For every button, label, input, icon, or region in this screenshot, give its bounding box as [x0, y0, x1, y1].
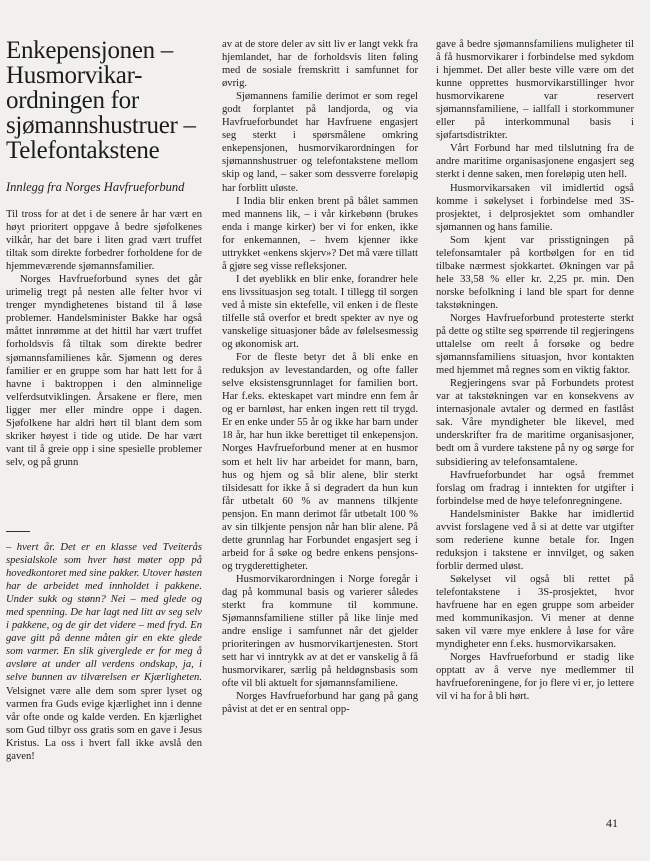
paragraph: av at de store deler av sitt liv er langt vekk fra hjemlandet, har de forholdsvis liten føling med de sosiale fremskritt i samfunnet for øvrig. [222, 39, 418, 90]
sidebar-text [6, 541, 202, 763]
paragraph: Regjeringens svar på Forbundets protest var at takstøkningen var en konsekvens av internasjonale avtaler og dermed en fastlåst sak. Våre myndigheter ble likevel, med underskrifter fra de maritime organisasjoner, bedt om å vurdere takstene på ny og sørge for subsidiering av telefonsamtalene. [436, 378, 634, 468]
paragraph: Norges Havfrueforbund protesterte sterkt på dette og stilte seg spørrende til regjeringens uttalelse om reelt å forsøke og bedre sjømannsfamiliens situasjon, hvor kontakten med hjemmet må regnes som en viktig faktor. [436, 312, 634, 377]
paragraph: I India blir enken brent på bålet sammen med mannens lik, – i vår kirkebønn (brukes enda i mange kirker) ber vi for enken, ikke for enkemannen, – hvem kjenner ikke uttrykket «enkens skjerv»? Det må være tillatt å gjøre seg visse refleksjoner. [222, 195, 418, 272]
article-title: Enkepensjonen – Husmorvikar-ordningen for sjømannshustruer – Telefontakstene [6, 37, 196, 164]
paragraph: Sjømannens familie derimot er som regel godt forplantet på landjorda, og via Havfrueforbundet har Havfruene engasjert seg sterkt i spørsmålene omkring enkepensjonen, husmorvikarordningen for sjømannshustruer og telefontakstene mellom skip og land, – saker som dessverre foreløpig har forblitt uløste. [222, 91, 418, 194]
paragraph: Norges Havfrueforbund synes det går urimelig tregt på nesten alle felter hvor vi trenger myndighetenes bistand til å løse problemer. Handelsminister Bakke har også måttet innrømme at det hittil har vært truffet forholdsvis få tiltak som direkte bedrer sjømannsfamilienes kår. Sjømenn og deres familier er en gruppe som har hatt lett for å havne i baktroppen i den alminnelige velferdsutviklingen. Årsakene er flere, men ligger mer eller mindre oppe i dagen. Sjøfolkene har aldri hørt til blant dem som skriker høyest i tide og utide. De har vært vant til å greie opp i sine spesielle problemer selv, og på grunn [6, 274, 202, 468]
section-divider [6, 531, 30, 532]
paragraph: Havfrueforbundet har også fremmet forslag om fradrag i inntekten for utgifter i forbindelse med de høye telefonregningene. [436, 469, 634, 507]
paragraph: Norges Havfrueforbund er stadig like opptatt av å verve nye medlemmer til havfrueforeningene, for jo flere vi er, jo lettere vil vi ha for å bli hørt. [436, 652, 634, 703]
column-3 [436, 38, 634, 703]
column-2 [222, 38, 418, 716]
paragraph: Handelsminister Bakke har imidlertid avvist forslagene ved å si at dette var utgifter som rederiene kunne betale for. Ingen reduksjon i takstene er innvilget, og saken forblir dermed uløst. [436, 508, 634, 572]
paragraph: Som kjent var prisstigningen på telefonsamtaler på kortbølgen for en tid tilbake nærmest sjokkartet. Økningen var på hele 33,58 % eller kr. 2,25 pr. min. Den norske befolkning i land ble spart for denne takstøkningen. [436, 234, 634, 311]
page-number: 41 [606, 816, 618, 830]
sidebar-italic-text: – hvert år. Det er en klasse ved Tveiterås spesialskole som hver høst møter opp på hovedkontoret med sine pakker. Utover høsten har de arbeidet med innholdet i pakkene. Under sukk og stønn? Nei – med glede og med spenning. De har lagt ned litt av seg selv i pakkene, og de gir det videre – med fryd. En gave gitt på denne måten gir en ekte glede som varmer. En slik giverglede er for meg å avsløre at under all verdens ondskap, ja, i selve bunnen av tilværelsen er Kjærligheten. [6, 542, 202, 684]
paragraph: Husmorvikarordningen i Norge foregår i dag på kommunal basis og varierer således sterkt fra kommune til kommune. Sjømannsfamiliene stiller på like linje med andre enslige i samfunnet når det gjelder prioriteringen av husmorvikartjenesten. Stort sett har vi inntrykk av at det er vanskelig å få husmorvikarer, særlig på heldøgnsbasis som ofte vil bli aktuelt for sjømannsfamiliene. [222, 573, 418, 690]
paragraph: Til tross for at det i de senere år har vært en høyt prioritert oppgave å bedre sjøfolkenes vilkår, har det bare i liten grad vært truffet tiltak som direkte forbedrer forholdene for de hjemmeværende sjømannsfamilier. [6, 209, 202, 273]
column-1 [6, 38, 202, 469]
paragraph: Vårt Forbund har med tilslutning fra de andre maritime organisasjonene engasjert seg sterkt i denne saken, men foreløpig uten hell. [436, 143, 634, 181]
paragraph: gave å bedre sjømannsfamiliens muligheter til å få husmorvikarer i forbindelse med sykdom i hjemmet. Det aller beste ville være om det kunne opprettes husmorvikarstillinger hvor husmorvikarene var reservert sjømannsfamiliene, – iallfall i storkommuner eller på interkommunal basis i sjøfartsdistrikter. [436, 39, 634, 142]
sidebar-roman-text: Velsignet være alle dem som sprer lyset og varmen fra Guds evige kjærlighet inn i denne vår ofte onde og kalde verden. En kjærlighet som Gud tilbyr oss gratis som en gave i Jesus Kristus. La oss i hvert fall ikke avslå den gaven! [6, 685, 202, 762]
paragraph: Norges Havfrueforbund har gang på gang påvist at det er en sentral opp- [222, 691, 418, 716]
paragraph: I det øyeblikk en blir enke, forandrer hele ens livssituasjon seg totalt. I tillegg til sorgen ved å miste sin ektefelle, vil enken i de fleste tilfelle stå overfor et bredt spekter av nye og vanskelige situasjoner både av følelsesmessig og økonomisk art. [222, 273, 418, 351]
article-subtitle: Innlegg fra Norges Havfrueforbund [6, 180, 185, 194]
paragraph: Søkelyset vil også bli rettet på telefontakstene i 3S-prosjektet, hvor havfruene har en egen gruppe som arbeider med kommunikasjon. Vi mener at denne saken vil være mye enklere å løse for våre myndigheter enn f.eks. husmorvikarsaken. [436, 573, 634, 651]
paragraph: For de fleste betyr det å bli enke en reduksjon av levestandarden, og ofte faller selve eksistensgrunnlaget for familien bort. Har f.eks. ekteskapet vart mindre enn fem år og er barnløst, har enken ingen rett til trygd. Er en enke under 55 år og ikke har barn under 18 år, har hun ikke berettiget til enkepensjon. Norges Havfrueforbund mener at en husmor som et helt liv har arbeidet for mann, barn, hus og hjem og så blir alene, blir sterkt tilsidesatt for ikke å si degradert da hun kun får utbetalt 60 % av mannens tilkjente pensjon. En mann derimot får utbetalt 100 % av sin tilkjente pensjon når han blir alene. På dette grunnlag har Forbundet engasjert seg i arbeid for å søke og bedre enkens pensjons- og trygderettigheter. [222, 352, 418, 572]
paragraph: Husmorvikarsaken vil imidlertid også komme i søkelyset i forbindelse med 3S-prosjektet, i delprosjektet som omhandler sjømannen og hans familie. [436, 182, 634, 233]
